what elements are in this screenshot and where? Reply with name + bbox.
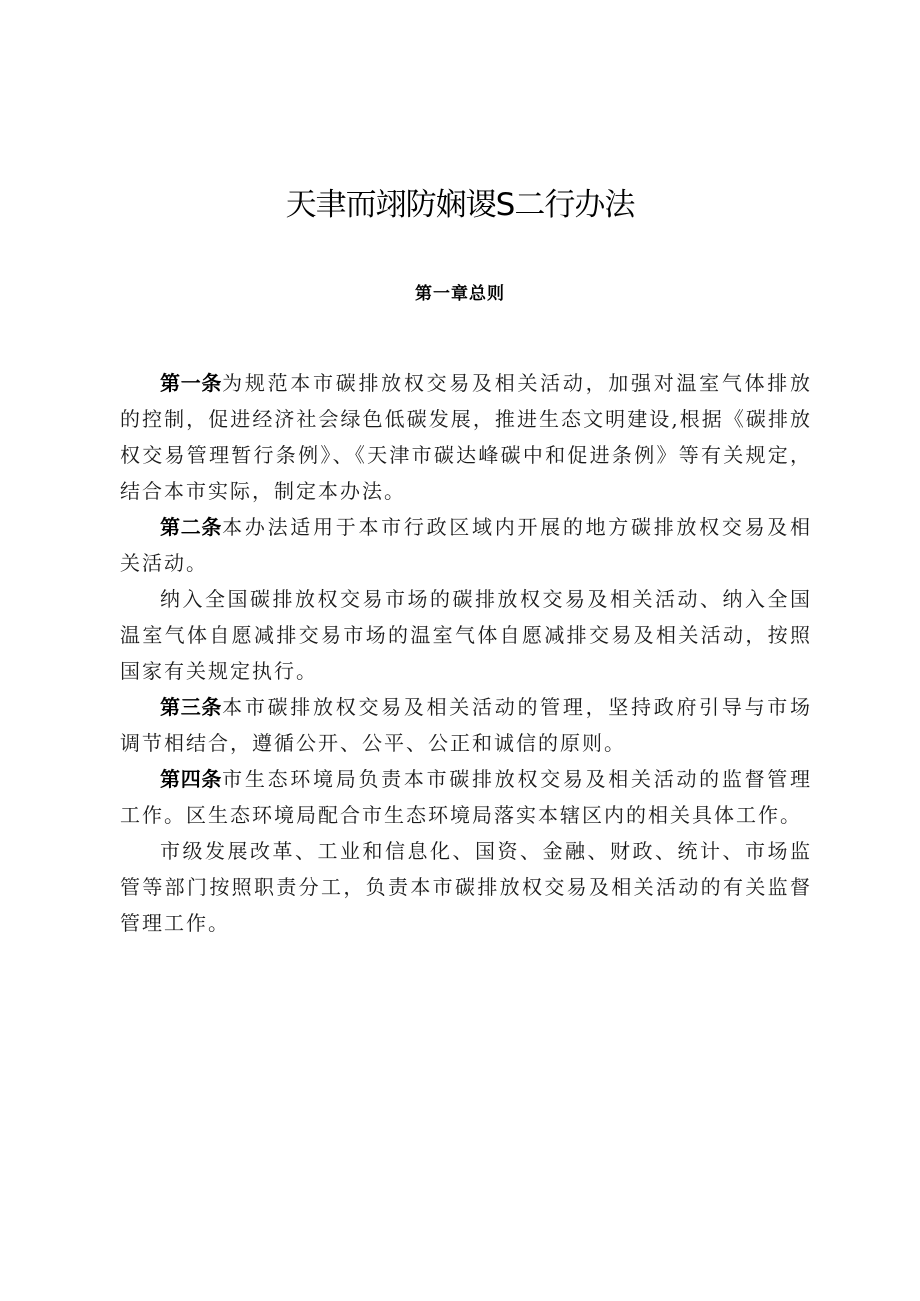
chapter-heading: 第一章总则 [415,284,505,304]
document-body [120,365,812,941]
article-text: 本办法适用于本市行政区域内开展的地方碳排放权交易及相关活动。 [120,515,813,575]
article-number: 第四条 [160,767,223,791]
article-4-paragraph [120,761,812,833]
article-number: 第二条 [160,515,223,539]
article-1-paragraph [120,365,812,509]
article-text: 市级发展改革、工业和信息化、国资、金融、财政、统计、市场监管等部门按照职责分工，负责本市碳排放权交易及相关活动的有关监督管理工作。 [120,839,812,935]
article-3-paragraph [120,689,812,761]
article-number: 第三条 [160,695,223,719]
article-4-paragraph-2 [120,833,812,941]
article-text: 纳入全国碳排放权交易市场的碳排放权交易及相关活动、纳入全国温室气体自愿减排交易市场的温室气体自愿减排交易及相关活动，按照国家有关规定执行。 [120,587,812,683]
article-number: 第一条 [160,371,223,395]
article-2-paragraph [120,509,812,581]
article-text: 市生态环境局负责本市碳排放权交易及相关活动的监督管理工作。区生态环境局配合市生态环境局落实本辖区内的相关具体工作。 [120,767,813,827]
article-text: 本市碳排放权交易及相关活动的管理，坚持政府引导与市场调节相结合，遵循公开、公平、公正和诚信的原则。 [120,695,813,755]
document-title: 天聿而翊防娴谡S二行办法 [285,187,635,223]
article-text: 为规范本市碳排放权交易及相关活动，加强对温室气体排放的控制，促进经济社会绿色低碳发展，推进生态文明建设,根据《碳排放权交易管理暂行条例》、《天津市碳达峰碳中和促进条例》等有关规定，结合本市实际，制定本办法。 [120,371,813,503]
article-2-paragraph-2 [120,581,812,689]
